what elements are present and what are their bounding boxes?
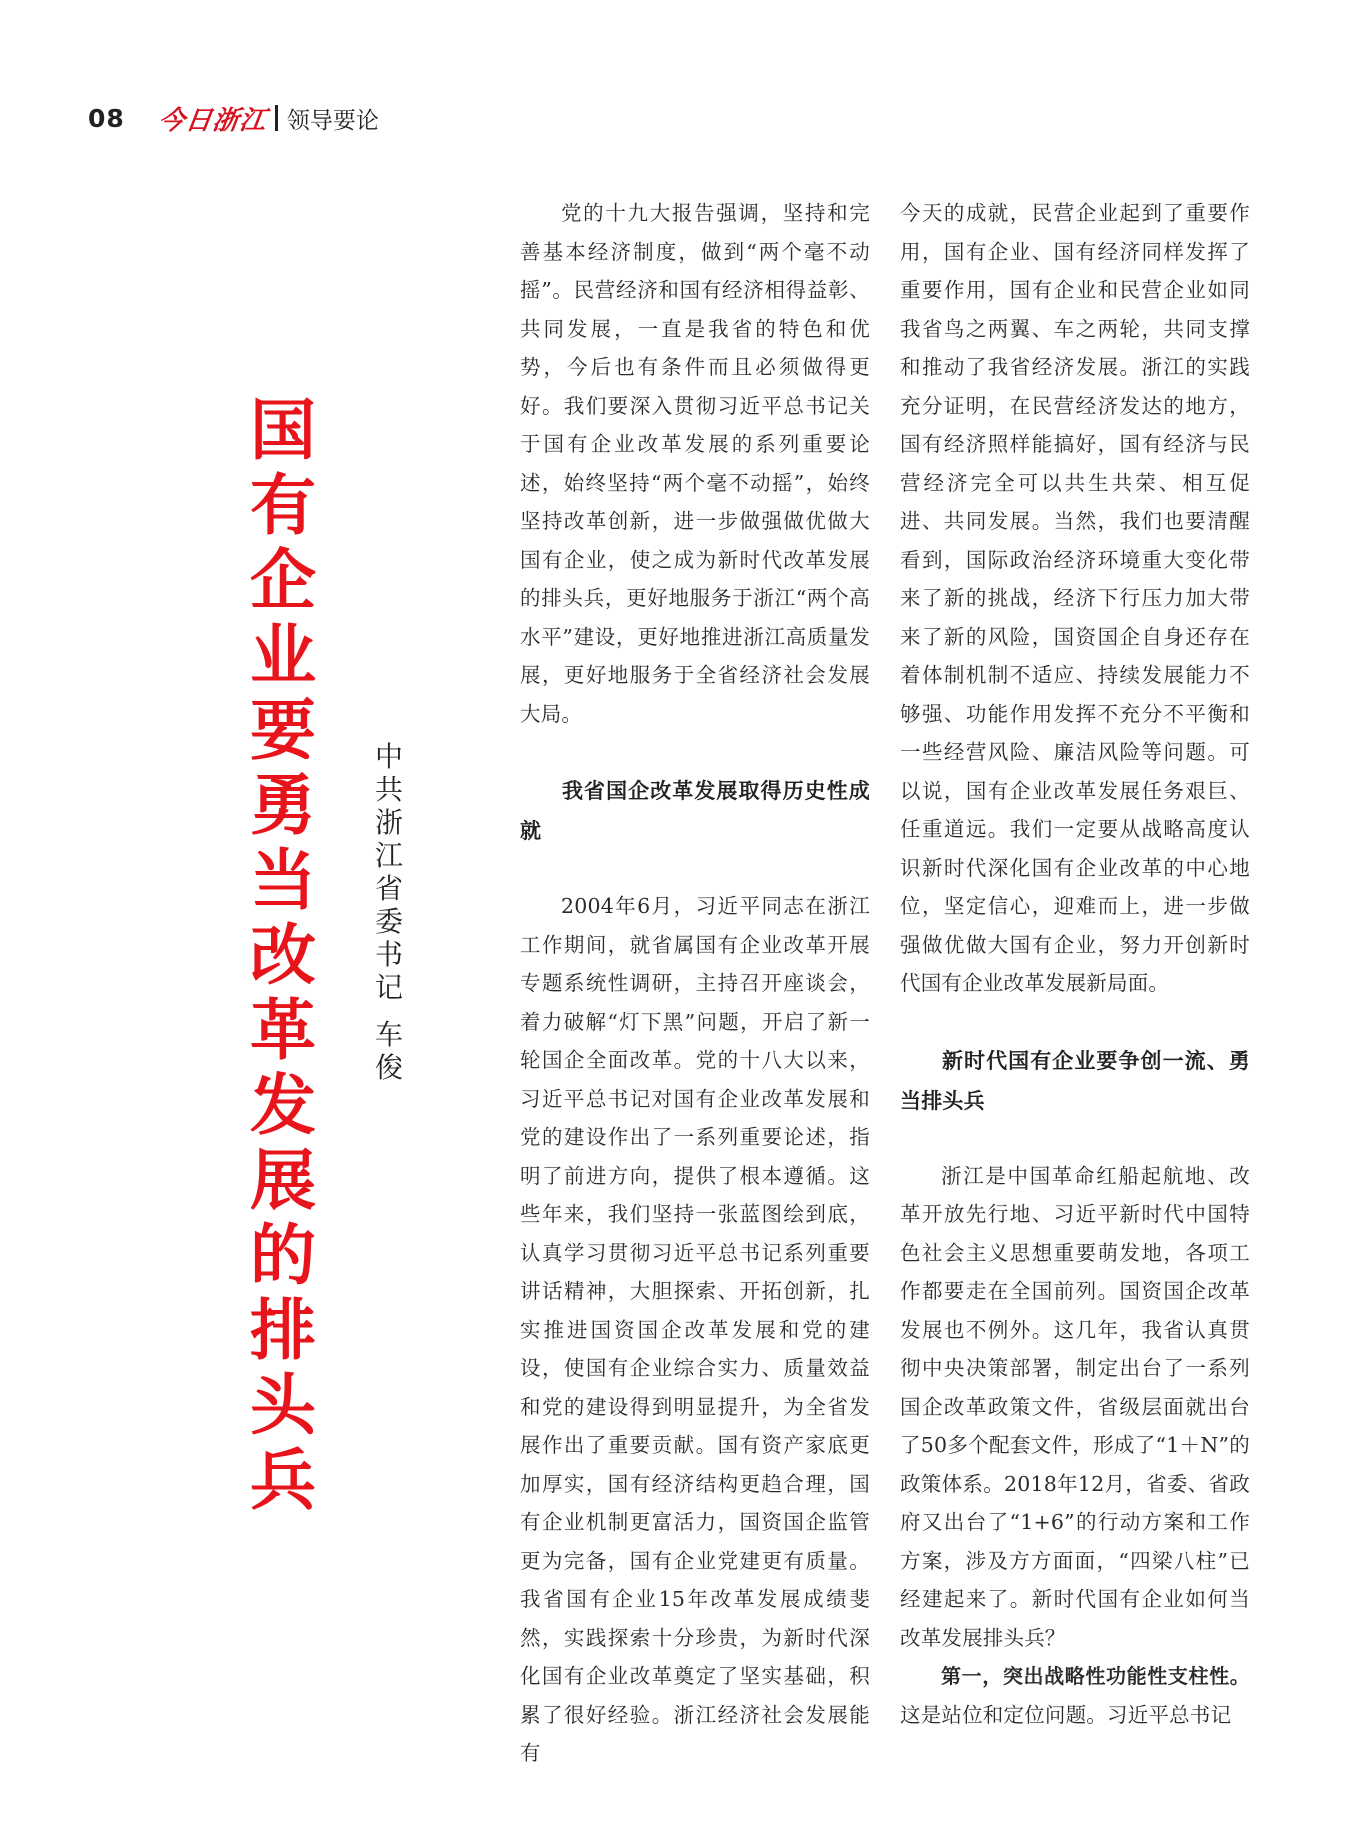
- section-heading: 新时代国有企业要争创一流、勇当排头兵: [900, 1048, 1250, 1113]
- magazine-logo: 今日浙江: [156, 105, 269, 136]
- author-role: 中共浙江省委书记: [374, 740, 403, 1004]
- page-header: [88, 98, 379, 138]
- article-title: 国有企业要勇当改革发展的排头兵: [250, 392, 316, 1519]
- paragraph: 2004年6月，习近平同志在浙江工作期间，就省属国有企业改革开展专题系统性调研，主持召开座谈会，着力破解“灯下黑”问题，开启了新一轮国企全面改革。党的十八大以来，习近平总书记对国有企业改革发展和党的建设作出了一系列重要论述，指明了前进方向，提供了根本遵循。这些年来，我们坚持一张蓝图绘到底，认真学习贯彻习近平总书记系列重要讲话精神，大胆探索、开拓创新，扎实推进国资国企改革发展和党的建设，使国有企业综合实力、质量效益和党的建设得到明显提升，为全省发展作出了重要贡献。国有资产家底更加厚实，国有经济结构更趋合理，国有企业机制更富活力，国资国企监管更为完备，国有企业党建更有质量。我省国有企业15年改革发展成绩斐然，实践探索十分珍贵，为新时代深化国有企业改革奠定了坚实基础，积累了很好经验。浙江经济社会发展能有: [520, 894, 870, 1765]
- text-column-right: [900, 194, 1250, 1734]
- author-byline: [372, 740, 406, 1084]
- section-name: 领导要论: [286, 107, 379, 134]
- paragraph: 党的十九大报告强调，坚持和完善基本经济制度，做到“两个毫不动摇”。民营经济和国有经济相得益彰、共同发展，一直是我省的特色和优势，今后也有条件而且必须做得更好。我们要深入贯彻习近平总书记关于国有企业改革发展的系列重要论述，始终坚持“两个毫不动摇”，始终坚持改革创新，进一步做强做优做大国有企业，使之成为新时代改革发展的排头兵，更好地服务于浙江“两个高水平”建设，更好地推进浙江高质量发展，更好地服务于全省经济社会发展大局。: [520, 201, 870, 726]
- paragraph-lead: 第一，突出战略性功能性支柱性。: [941, 1664, 1250, 1688]
- author-name: 车 俊: [374, 1018, 403, 1084]
- page-number: 08: [88, 103, 125, 133]
- paragraph: 浙江是中国革命红船起航地、改革开放先行地、习近平新时代中国特色社会主义思想重要萌发地，各项工作都要走在全国前列。国资国企改革发展也不例外。这几年，我省认真贯彻中央决策部署，制定出台了一系列国企改革政策文件，省级层面就出台了50多个配套文件，形成了“1＋N”的政策体系。2018年12月，省委、省政府又出台了“1+6”的行动方案和工作方案，涉及方方面面，“四梁八柱”已经建起来了。新时代国有企业如何当改革发展排头兵？: [900, 1163, 1250, 1650]
- paragraph-text: 这是站位和定位问题。习近平总书记: [900, 1702, 1232, 1727]
- header-divider: [275, 105, 278, 131]
- text-column-left: [520, 194, 870, 1773]
- paragraph: 今天的成就，民营企业起到了重要作用，国有企业、国有经济同样发挥了重要作用，国有企业和民营企业如同我省鸟之两翼、车之两轮，共同支撑和推动了我省经济发展。浙江的实践充分证明，在民营经济发达的地方，国有经济照样能搞好，国有经济与民营经济完全可以共生共荣、相互促进、共同发展。当然，我们也要清醒看到，国际政治经济环境重大变化带来了新的挑战，经济下行压力加大带来了新的风险，国资国企自身还存在着体制机制不适应、持续发展能力不够强、功能作用发挥不充分不平衡和一些经营风险、廉洁风险等问题。可以说，国有企业改革发展任务艰巨、任重道远。我们一定要从战略高度认识新时代深化国有企业改革的中心地位，坚定信心，迎难而上，进一步做强做优做大国有企业，努力开创新时代国有企业改革发展新局面。: [900, 201, 1250, 995]
- paragraph: [900, 1657, 1250, 1734]
- section-heading: 我省国企改革发展取得历史性成就: [520, 779, 870, 843]
